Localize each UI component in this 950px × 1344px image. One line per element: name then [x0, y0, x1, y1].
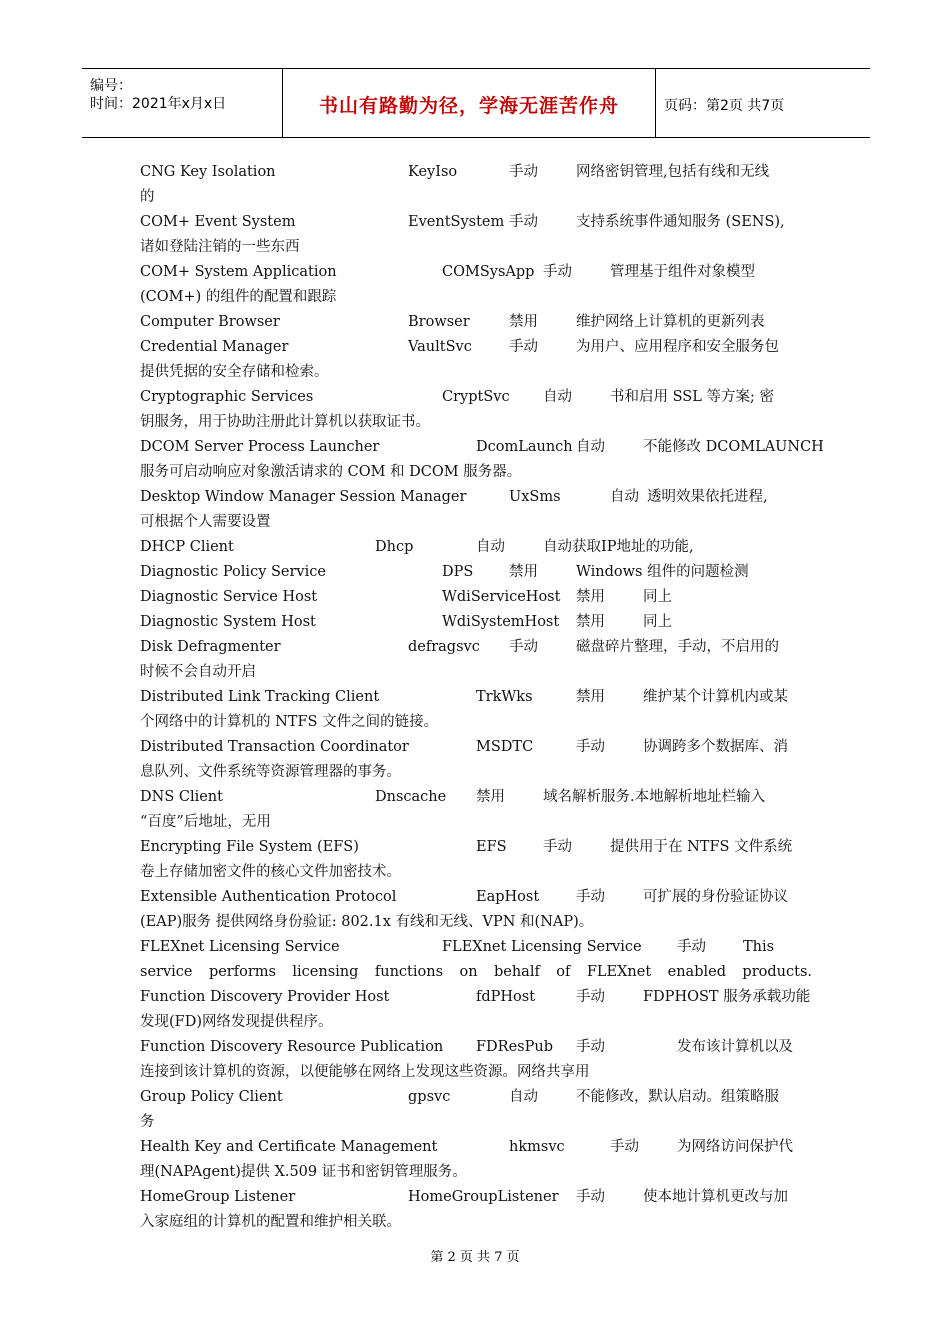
service-row [140, 335, 812, 360]
service-description-continued: 服务可启动响应对象激活请求的 COM 和 DCOM 服务器。 [140, 464, 522, 480]
header-meta-cell [82, 69, 283, 137]
service-startup-type: 手动 [509, 164, 538, 180]
service-name: DNS Client [140, 789, 223, 805]
service-name: Diagnostic System Host [140, 614, 316, 630]
service-short-name: UxSms [509, 489, 561, 505]
service-description-continued: 息队列、文件系统等资源管理器的事务。 [140, 764, 401, 780]
service-name: DCOM Server Process Launcher [140, 439, 380, 455]
service-description: 自动获取IP地址的功能, [543, 539, 694, 555]
service-row [140, 885, 812, 910]
service-row [140, 735, 812, 760]
header-page-number: 页码：第2页 共7页 [664, 98, 785, 114]
service-short-name: MSDTC [476, 739, 534, 755]
service-startup-type: 自动 [576, 439, 605, 455]
service-description: 为网络访问保护代 [677, 1139, 793, 1155]
service-description: 网络密钥管理,包括有线和无线 [576, 164, 770, 180]
service-description: 管理基于组件对象模型 [610, 264, 755, 280]
service-description: 发布该计算机以及 [677, 1039, 793, 1055]
time-label: 时间：2021年x月x日 [90, 96, 227, 112]
service-startup-type: 禁用 [576, 589, 605, 605]
service-name: Cryptographic Services [140, 389, 314, 405]
service-list [140, 160, 824, 1235]
service-row [140, 1035, 812, 1060]
service-short-name: TrkWks [476, 689, 533, 705]
service-startup-type: 禁用 [476, 789, 505, 805]
service-startup-type: 禁用 [576, 689, 605, 705]
service-name: COM+ Event System [140, 214, 296, 230]
service-description-continued: 可根据个人需要设置 [140, 514, 271, 530]
service-name: DHCP Client [140, 539, 234, 555]
service-description: 书和启用 SSL 等方案; 密 [610, 389, 774, 405]
service-description: 同上 [643, 589, 672, 605]
service-short-name: FDResPub [476, 1039, 554, 1055]
service-short-name: hkmsvc [509, 1139, 565, 1155]
service-row [140, 260, 812, 285]
service-startup-type: 自动 [610, 489, 639, 505]
service-description-continued: 提供凭据的安全存储和检索。 [140, 364, 329, 380]
service-row [140, 610, 812, 635]
service-description: 同上 [643, 614, 672, 630]
service-description-continued: 卷上存储加密文件的核心文件加密技术。 [140, 864, 401, 880]
service-name: FLEXnet Licensing Service [140, 939, 340, 955]
service-startup-type: 手动 [543, 839, 572, 855]
service-startup-type: 手动 [576, 989, 605, 1005]
service-description: 提供用于在 NTFS 文件系统 [610, 839, 793, 855]
service-name: Distributed Transaction Coordinator [140, 739, 409, 755]
service-name: Desktop Window Manager Session Manager [140, 489, 467, 505]
service-description-continued: 入家庭组的计算机的配置和维护相关联。 [140, 1214, 401, 1230]
service-row [140, 535, 812, 560]
service-description-continued: 发现(FD)网络发现提供程序。 [140, 1014, 333, 1030]
service-short-name: defragsvc [408, 639, 480, 655]
service-name: Group Policy Client [140, 1089, 283, 1105]
service-row [140, 435, 824, 460]
service-description-continued: 务 [140, 1114, 155, 1130]
service-name: Health Key and Certificate Management [140, 1139, 438, 1155]
service-short-name: Dnscache [375, 789, 447, 805]
service-description-continued: 诸如登陆注销的一些东西 [140, 239, 300, 255]
service-short-name: Dhcp [375, 539, 414, 555]
serial-label: 编号： [90, 78, 132, 94]
service-short-name: EapHost [476, 889, 540, 905]
service-description-continued: 的 [140, 189, 155, 205]
service-short-name: Browser [408, 314, 470, 330]
header-motto: 书山有路勤为径，学海无涯苦作舟 [318, 95, 619, 117]
service-row [140, 210, 812, 235]
header-motto-cell [283, 69, 656, 137]
service-name: Credential Manager [140, 339, 289, 355]
service-name: Computer Browser [140, 314, 280, 330]
service-short-name: WdiServiceHost [442, 589, 561, 605]
service-description: FDPHOST 服务承载功能 [643, 989, 811, 1005]
service-description-continued: service performs licensing functions on behalf of FLEXnet enabled products. [140, 964, 812, 980]
service-startup-type: 手动 [509, 339, 538, 355]
service-description: 为用户、应用程序和安全服务包 [576, 339, 779, 355]
service-description: 磁盘碎片整理，手动，不启用的 [576, 639, 779, 655]
service-startup-type: 手动 [677, 939, 706, 955]
service-description: 维护网络上计算机的更新列表 [576, 314, 765, 330]
header-page-cell [656, 69, 870, 137]
service-description-continued: (EAP)服务 提供网络身份验证: 802.1x 有线和无线、VPN 和(NAP)。 [140, 914, 594, 930]
service-description-continued: 钥服务，用于协助注册此计算机以获取证书。 [140, 414, 430, 430]
service-name: COM+ System Application [140, 264, 337, 280]
service-row [140, 585, 812, 610]
service-short-name: HomeGroupListener [408, 1189, 559, 1205]
service-row [140, 935, 812, 960]
page-footer: 第 2 页 共 7 页 [430, 1250, 520, 1265]
service-row [140, 560, 812, 585]
service-short-name: KeyIso [408, 164, 458, 180]
service-name: Function Discovery Resource Publication [140, 1039, 444, 1055]
service-short-name: DPS [442, 564, 474, 580]
service-description: This [743, 939, 775, 955]
service-short-name: DcomLaunch [476, 439, 573, 455]
service-row [140, 785, 812, 810]
service-description: 透明效果依托进程, [647, 489, 768, 505]
service-name: Diagnostic Policy Service [140, 564, 326, 580]
service-startup-type: 手动 [543, 264, 572, 280]
service-name: HomeGroup Listener [140, 1189, 296, 1205]
page-header [82, 68, 870, 138]
service-description-continued: 个网络中的计算机的 NTFS 文件之间的链接。 [140, 714, 439, 730]
service-startup-type: 手动 [576, 1189, 605, 1205]
service-short-name: VaultSvc [408, 339, 472, 355]
service-description: 不能修改，默认启动。组策略服 [576, 1089, 779, 1105]
service-description-continued: (COM+) 的组件的配置和跟踪 [140, 289, 337, 305]
service-row [140, 1135, 812, 1160]
service-row [140, 160, 812, 185]
service-description-continued: 连接到该计算机的资源，以便能够在网络上发现这些资源。网络共享用 [140, 1064, 590, 1080]
service-row [140, 1185, 812, 1210]
service-startup-type: 手动 [509, 639, 538, 655]
service-row [140, 310, 812, 335]
service-description-continued: 时候不会自动开启 [140, 664, 256, 680]
service-row [140, 485, 812, 510]
service-description-continued: 理(NAPAgent)提供 X.509 证书和密钥管理服务。 [140, 1164, 467, 1180]
service-description: Windows 组件的问题检测 [576, 564, 749, 580]
service-short-name: COMSysApp [442, 264, 535, 280]
service-name: Diagnostic Service Host [140, 589, 318, 605]
service-description: 不能修改 DCOMLAUNCH [643, 439, 824, 455]
service-row [140, 635, 812, 660]
service-name: Function Discovery Provider Host [140, 989, 390, 1005]
service-startup-type: 自动 [476, 539, 505, 555]
service-description: 维护某个计算机内或某 [643, 689, 788, 705]
service-startup-type: 禁用 [509, 314, 538, 330]
service-startup-type: 手动 [576, 739, 605, 755]
service-startup-type: 自动 [543, 389, 572, 405]
service-startup-type: 手动 [576, 889, 605, 905]
service-description: 使本地计算机更改与加 [643, 1189, 788, 1205]
service-name: Disk Defragmenter [140, 639, 281, 655]
service-row [140, 1085, 812, 1110]
service-description: 可扩展的身份验证协议 [643, 889, 788, 905]
service-short-name: FLEXnet Licensing Service [442, 939, 642, 955]
service-name: Extensible Authentication Protocol [140, 889, 397, 905]
service-short-name: CryptSvc [442, 389, 510, 405]
service-row [140, 685, 812, 710]
service-short-name: fdPHost [476, 989, 536, 1005]
service-startup-type: 自动 [509, 1089, 538, 1105]
service-short-name: WdiSystemHost [442, 614, 560, 630]
service-description: 支持系统事件通知服务 (SENS), [576, 214, 785, 230]
service-name: Distributed Link Tracking Client [140, 689, 380, 705]
service-startup-type: 手动 [576, 1039, 605, 1055]
service-description-continued: “百度”后地址，无用 [140, 814, 271, 830]
service-startup-type: 禁用 [509, 564, 538, 580]
service-row [140, 985, 812, 1010]
service-description: 域名解析服务.本地解析地址栏输入 [543, 789, 766, 805]
service-name: CNG Key Isolation [140, 164, 276, 180]
service-short-name: EFS [476, 839, 507, 855]
service-startup-type: 手动 [509, 214, 538, 230]
service-row [140, 835, 812, 860]
service-description: 协调跨多个数据库、消 [643, 739, 788, 755]
service-short-name: gpsvc [408, 1089, 451, 1105]
service-startup-type: 禁用 [576, 614, 605, 630]
service-startup-type: 手动 [610, 1139, 639, 1155]
service-name: Encrypting File System (EFS) [140, 839, 359, 855]
service-row [140, 385, 812, 410]
service-short-name: EventSystem [408, 214, 505, 230]
